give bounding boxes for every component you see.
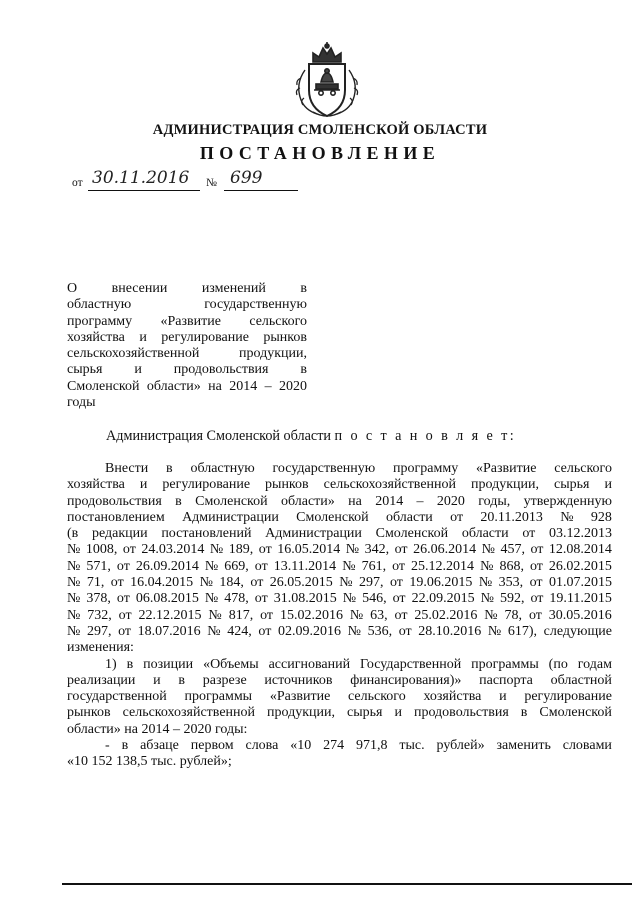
word: и bbox=[153, 672, 161, 688]
word: 2020 bbox=[279, 378, 307, 394]
word: «Развитие bbox=[160, 313, 221, 329]
body-line-19: «10 152 138,5 тыс. рублей»; bbox=[67, 754, 232, 770]
word: хозяйства bbox=[423, 689, 482, 705]
word: от bbox=[392, 591, 406, 607]
word: – bbox=[264, 378, 272, 394]
body-line-6 bbox=[67, 542, 612, 558]
word: постановлением bbox=[67, 509, 165, 525]
word: 19.11.2015 bbox=[549, 591, 612, 607]
word: 18.07.2016 bbox=[137, 623, 201, 639]
subject-line-3 bbox=[67, 314, 307, 330]
word: от bbox=[389, 575, 403, 591]
word: «Объемы bbox=[203, 656, 259, 672]
word: № bbox=[339, 575, 353, 591]
word: рынков bbox=[265, 477, 309, 493]
word: № bbox=[480, 558, 494, 574]
document-body bbox=[67, 461, 612, 771]
word: сельскохозяйственной bbox=[67, 346, 200, 362]
word: 12.08.2014 bbox=[548, 542, 612, 558]
word: разрезе bbox=[202, 672, 247, 688]
body-line-7 bbox=[67, 559, 612, 575]
word: 378, bbox=[86, 591, 111, 607]
word: – bbox=[416, 493, 424, 509]
word: № bbox=[478, 575, 493, 591]
word: № bbox=[67, 558, 81, 574]
subject-line-2 bbox=[67, 297, 307, 313]
word: сырья bbox=[347, 705, 383, 721]
word: (по bbox=[548, 656, 568, 672]
word: № bbox=[67, 623, 81, 639]
word: от bbox=[530, 591, 544, 607]
word: № bbox=[67, 607, 81, 623]
word: 189, bbox=[228, 542, 254, 558]
word: от bbox=[258, 542, 272, 558]
body-line-8 bbox=[67, 575, 612, 591]
word: 457, bbox=[500, 542, 525, 558]
resolution-keyword: п о с т а н о в л я е т: bbox=[334, 428, 517, 444]
word: 353, bbox=[498, 575, 524, 591]
word: 26.05.2015 bbox=[269, 575, 333, 591]
word: 868, bbox=[499, 558, 524, 574]
word: и bbox=[139, 477, 148, 493]
word: № bbox=[204, 558, 219, 574]
word: № bbox=[481, 542, 495, 558]
word: «Развитие bbox=[269, 689, 331, 705]
word: реализации bbox=[67, 672, 136, 688]
subject-line-5 bbox=[67, 346, 307, 362]
document-type-title: ПОСТАНОВЛЕНИЕ bbox=[199, 143, 441, 163]
word: в bbox=[166, 461, 173, 476]
word: 16.04.2015 bbox=[130, 575, 194, 591]
word: 1008, bbox=[85, 542, 118, 558]
word: внесении bbox=[111, 281, 168, 296]
registration-line bbox=[72, 168, 312, 192]
word: № bbox=[209, 542, 224, 558]
word: абзаце bbox=[140, 738, 179, 754]
body-line-12: изменения: bbox=[67, 640, 134, 656]
word: 424, bbox=[227, 623, 252, 639]
word: № bbox=[480, 591, 494, 607]
word: от bbox=[394, 607, 408, 623]
word: паспорта bbox=[479, 672, 533, 688]
word: Смоленской bbox=[195, 493, 268, 509]
word: следующие bbox=[543, 623, 612, 639]
word: от bbox=[529, 575, 543, 591]
word: «Развитие bbox=[476, 461, 537, 476]
footer-rule bbox=[62, 883, 632, 885]
handwritten-date: 30.11.2016 bbox=[92, 168, 190, 188]
word: 06.08.2015 bbox=[135, 591, 199, 607]
word: продовольствия bbox=[413, 705, 509, 721]
word: от bbox=[254, 558, 268, 574]
word: продукции, bbox=[239, 346, 307, 362]
word: в bbox=[178, 672, 186, 688]
word: сельского bbox=[554, 461, 612, 476]
organization-title: АДМИНИСТРАЦИЯ СМОЛЕНСКОЙ ОБЛАСТИ bbox=[152, 122, 488, 138]
word: 761, bbox=[361, 558, 387, 574]
word: № bbox=[342, 558, 356, 574]
body-line-14 bbox=[67, 673, 612, 689]
word: № bbox=[67, 591, 81, 607]
word: финансирования)» bbox=[350, 672, 462, 688]
resolution-statement bbox=[106, 428, 516, 445]
word: рынков bbox=[263, 329, 307, 345]
word: регулирование bbox=[161, 329, 249, 345]
word: государственную bbox=[272, 461, 376, 476]
word: 617), bbox=[507, 623, 538, 639]
word: от bbox=[398, 623, 412, 639]
word: от bbox=[528, 607, 542, 623]
word: № bbox=[487, 623, 502, 639]
word: в bbox=[175, 493, 182, 509]
word: программы bbox=[471, 656, 539, 672]
word: и bbox=[134, 362, 142, 378]
word: и bbox=[604, 477, 612, 493]
word: 19.06.2015 bbox=[409, 575, 473, 591]
word: на bbox=[208, 378, 222, 394]
body-line-1 bbox=[67, 461, 612, 477]
date-label: от bbox=[72, 177, 83, 189]
word: 971,8 bbox=[356, 738, 388, 754]
word: 928 bbox=[590, 509, 612, 525]
word: Государственной bbox=[360, 656, 462, 672]
word: регулирование bbox=[162, 477, 251, 493]
word: от bbox=[118, 623, 132, 639]
word: заменить bbox=[496, 738, 551, 754]
word: 26.09.2014 bbox=[135, 558, 199, 574]
word: от bbox=[450, 509, 464, 525]
word: в bbox=[520, 705, 528, 721]
word: 297, bbox=[359, 575, 384, 591]
word: 16.05.2014 bbox=[277, 542, 341, 558]
date-underline bbox=[88, 190, 200, 191]
word: 22.12.2015 bbox=[138, 607, 202, 623]
word: областную bbox=[190, 461, 255, 476]
word: (в bbox=[67, 526, 79, 542]
word: в bbox=[300, 362, 307, 378]
word: 03.12.2013 bbox=[548, 526, 612, 542]
word: 274 bbox=[323, 738, 345, 754]
word: 25.12.2014 bbox=[411, 558, 475, 574]
word: 2014 bbox=[229, 378, 258, 394]
body-line-18 bbox=[67, 738, 612, 754]
body-line-16 bbox=[67, 705, 612, 721]
word: 31.08.2015 bbox=[273, 591, 337, 607]
word: продукции, bbox=[471, 477, 540, 493]
word: редакции bbox=[91, 526, 148, 542]
word: области bbox=[386, 509, 433, 525]
word: тыс. bbox=[399, 738, 425, 754]
word: от bbox=[116, 591, 130, 607]
word: области» bbox=[146, 378, 201, 394]
body-line-10 bbox=[67, 608, 612, 624]
word: № bbox=[67, 542, 81, 558]
word: продовольствия bbox=[173, 362, 269, 378]
word: № bbox=[347, 623, 361, 639]
word: 571, bbox=[86, 558, 111, 574]
word: сырья bbox=[554, 477, 590, 493]
subject-block bbox=[67, 281, 307, 411]
word: от bbox=[260, 607, 274, 623]
word: программу bbox=[67, 313, 133, 329]
word: области bbox=[461, 526, 509, 542]
word: хозяйства bbox=[67, 477, 125, 493]
word: утвержденную bbox=[523, 493, 612, 509]
word: Администрации bbox=[182, 509, 279, 525]
body-line-9 bbox=[67, 591, 612, 607]
subject-line-1 bbox=[67, 281, 307, 297]
body-line-11 bbox=[67, 624, 612, 640]
word: от bbox=[118, 607, 132, 623]
word: от bbox=[110, 575, 124, 591]
word: 2020 bbox=[436, 493, 465, 509]
body-line-5 bbox=[67, 526, 612, 542]
word: № bbox=[207, 623, 221, 639]
word: от bbox=[529, 558, 543, 574]
subject-line-4 bbox=[67, 330, 307, 346]
word: регулирование bbox=[524, 689, 612, 705]
word: областной bbox=[550, 672, 612, 688]
word: от bbox=[522, 526, 536, 542]
word: 184, bbox=[219, 575, 244, 591]
word: 15.02.2016 bbox=[279, 607, 343, 623]
word: изменений bbox=[201, 281, 266, 296]
word: № bbox=[199, 575, 213, 591]
word: 26.06.2014 bbox=[413, 542, 477, 558]
number-underline bbox=[224, 190, 298, 191]
handwritten-number: 699 bbox=[230, 168, 263, 188]
word: 536, bbox=[367, 623, 393, 639]
word: 22.09.2015 bbox=[411, 591, 475, 607]
body-line-13 bbox=[67, 657, 612, 673]
word: постановлений bbox=[161, 526, 252, 542]
word: на bbox=[348, 493, 362, 509]
resolution-intro: Администрация Смоленской области bbox=[106, 428, 331, 444]
word: 342, bbox=[364, 542, 390, 558]
word: области» bbox=[280, 493, 335, 509]
body-line-15 bbox=[67, 689, 612, 705]
word: источников bbox=[264, 672, 333, 688]
word: государственную bbox=[204, 297, 307, 313]
word: № bbox=[484, 607, 498, 623]
word: и bbox=[139, 329, 147, 345]
word: 01.07.2015 bbox=[548, 575, 612, 591]
word: 817, bbox=[228, 607, 254, 623]
word: и bbox=[499, 689, 507, 705]
word: 28.10.2016 bbox=[418, 623, 482, 639]
word: 02.09.2016 bbox=[277, 623, 341, 639]
word: 592, bbox=[499, 591, 525, 607]
word: 1) bbox=[105, 656, 117, 672]
word: сельского bbox=[249, 313, 307, 329]
word: от bbox=[394, 542, 408, 558]
subject-line-7 bbox=[67, 379, 307, 395]
word: сельскохозяйственной bbox=[323, 477, 457, 493]
word: № bbox=[345, 542, 360, 558]
word: 25.02.2016 bbox=[414, 607, 478, 623]
word: от bbox=[122, 542, 136, 558]
word: Внести bbox=[105, 461, 149, 476]
word: сельского bbox=[348, 689, 406, 705]
coat-of-arms-emblem bbox=[287, 40, 367, 120]
word: 669, bbox=[224, 558, 249, 574]
subject-line-8: годы bbox=[67, 395, 96, 411]
word: № bbox=[349, 607, 364, 623]
word: 20.11.2013 bbox=[480, 509, 543, 525]
word: продовольствия bbox=[67, 493, 162, 509]
word: слова bbox=[245, 738, 279, 754]
word: областную bbox=[67, 297, 132, 313]
word: первом bbox=[190, 738, 234, 754]
word: от bbox=[254, 591, 268, 607]
word: Администрации bbox=[265, 526, 362, 542]
word: программы bbox=[184, 689, 253, 705]
number-label: № bbox=[206, 177, 217, 189]
word: № bbox=[208, 607, 222, 623]
word: Смоленской bbox=[67, 378, 140, 394]
body-line-2 bbox=[67, 477, 612, 493]
word: Смоленской bbox=[375, 526, 449, 542]
word: 30.05.2016 bbox=[548, 607, 612, 623]
word: от bbox=[250, 575, 264, 591]
word: 71, bbox=[86, 575, 105, 591]
word: словами bbox=[562, 738, 612, 754]
word: от bbox=[530, 542, 544, 558]
word: годы, bbox=[478, 493, 511, 509]
body-line-4 bbox=[67, 510, 612, 526]
word: «10 bbox=[290, 738, 312, 754]
word: № bbox=[204, 591, 219, 607]
word: 732, bbox=[87, 607, 112, 623]
word: 26.02.2015 bbox=[548, 558, 612, 574]
word: Смоленской bbox=[539, 705, 612, 721]
word: 78, bbox=[504, 607, 523, 623]
word: 2014 bbox=[375, 493, 404, 509]
word: № bbox=[342, 591, 357, 607]
word: № bbox=[67, 575, 81, 591]
word: рынков bbox=[67, 705, 111, 721]
word: от bbox=[392, 558, 406, 574]
word: в bbox=[300, 281, 307, 296]
subject-line-6 bbox=[67, 362, 307, 378]
word: 478, bbox=[224, 591, 249, 607]
word: - bbox=[105, 738, 110, 754]
word: государственной bbox=[67, 689, 167, 705]
word: продукции, bbox=[267, 705, 336, 721]
word: хозяйства bbox=[67, 329, 125, 345]
word: в bbox=[121, 738, 129, 754]
word: сельскохозяйственной bbox=[122, 705, 256, 721]
word: 297, bbox=[86, 623, 112, 639]
word: 13.11.2014 bbox=[273, 558, 337, 574]
word: № bbox=[560, 509, 574, 525]
word: от bbox=[116, 558, 130, 574]
word: позиции bbox=[143, 656, 194, 672]
word: в bbox=[126, 656, 134, 672]
word: сырья bbox=[67, 362, 103, 378]
word: и bbox=[394, 705, 402, 721]
word: программу bbox=[393, 461, 459, 476]
word: 63, bbox=[370, 607, 388, 623]
word: годам bbox=[577, 656, 612, 672]
word: 546, bbox=[362, 591, 387, 607]
word: Смоленской bbox=[296, 509, 369, 525]
word: ассигнований bbox=[268, 656, 351, 672]
word: 24.03.2014 bbox=[141, 542, 205, 558]
word: О bbox=[67, 281, 78, 296]
word: рублей» bbox=[436, 738, 485, 754]
body-line-17: области» на 2014 – 2020 годы: bbox=[67, 721, 248, 737]
body-line-3 bbox=[67, 494, 612, 510]
word: от bbox=[258, 623, 272, 639]
